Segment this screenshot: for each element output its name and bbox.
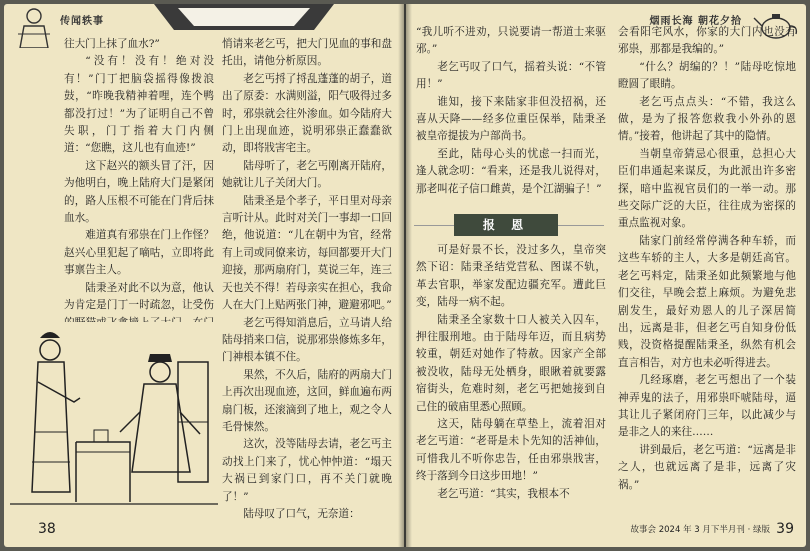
paragraph: 这天，陆母躺在草垫上，流着泪对老乞丐道：“老哥是未卜先知的活神仙，可惜我儿不听你忠告，任由邪祟戕害，终于落到今日这步田地！” [416, 418, 606, 483]
paragraph: 几经琢磨，老乞丐想出了一个装神弄鬼的法子，用邪祟吓唬陆母，逼其让儿子紧闭府门三年，以此减少与是非之人的来往…… [618, 374, 796, 439]
right-column-2 [618, 24, 796, 494]
paragraph: 老乞丐点点头：“不错，我这么做，是为了报答您救我小外孙的恩情。”接着，他讲起了其中的隐情。 [618, 95, 796, 143]
paragraph: 会看阳宅风水，你家的大门内也没有邪祟，那都是我编的。” [618, 26, 796, 56]
paragraph: 老乞丐道：“其实，我根本不 [437, 487, 570, 500]
section-heading: 报 恩 [454, 214, 558, 236]
section-title: 烟雨长海 朝花夕拾 [649, 16, 742, 27]
paragraph: 悄请来老乞丐，把大门见血的事和盘托出，请他分析原因。 [222, 38, 392, 68]
paragraph: 至此，陆母心头的忧虑一扫而光，逢人就念叨：“看来，还是我儿说得对，那老叫花子信口雌黄，是个江湖骗子！” [416, 147, 606, 195]
paragraph: 陆秉圣是个孝子，平日里对母亲言听计从。此时对关门一事却一口回绝，他说道：“儿在朝中为官，经常有上司或同僚来访，每回都要开大门迎接，那两扇府门，莫说三年，连三天也关不得！若母亲实在担心，我命人在大门上贴两张门神，避避邪吧。” [222, 194, 392, 312]
paragraph: “没有！没有！绝对没有！”门丁把脑袋摇得像拨浪鼓，“昨晚我精神着哩，连个鸭都没打过！”为了证明自己不曾失职，门丁指着大门内侧道：“您瞧，这儿也有血迹!” [64, 55, 214, 155]
paragraph: 当朝皇帝猜忌心很重，总担心大臣们串通起来谋反，为此派出许多密探，暗中监视官员们的一举一动。那些交际广泛的大臣，往往成为密探的重点监视对象。 [618, 147, 796, 230]
right-page [406, 4, 806, 547]
paragraph: 讲到最后，老乞丐道：“远离是非之人，也就远离了是非，远离了灾祸。” [618, 443, 796, 491]
right-column-1b [416, 242, 606, 503]
footer-publication-info: 故事会 2024 年 3 月下半月刊 · 绿版 [630, 525, 770, 535]
left-page [4, 4, 404, 547]
paragraph: 难道真有邪祟在门上作怪？赵兴心里犯起了嘀咕，立即将此事禀告主人。 [64, 229, 214, 277]
section-title: 传闻轶事 [60, 16, 104, 27]
paragraph: 往大门上抹了血水?” [64, 38, 160, 50]
paragraph: 老乞丐得知消息后，立马请人给陆母捎来口信，说那邪祟修炼多年，门神根本镇不住。 [222, 316, 392, 364]
paragraph: “什么？胡编的？！”陆母吃惊地瞪圆了眼睛。 [618, 60, 796, 91]
book-gutter [398, 4, 412, 547]
paragraph: 谁知，接下来陆家非但没招祸，还喜从天降——经多位重臣保举，陆秉圣被皇帝提拔为户部尚书。 [416, 95, 606, 143]
paragraph: 陆秉圣对此不以为意，他认为肯定是门丁一时疏忽，让受伤 [64, 281, 214, 312]
header-banner-shape [154, 4, 334, 34]
paragraph: 可是好景不长，没过多久，皇帝突然下诏：陆秉圣结党营私、图谋不轨，革去官职，举家发配边疆充军。遭此巨变，陆母一病不起。 [416, 244, 606, 309]
paragraph: 陆秉圣全家数十口人被关入囚车，押往服刑地。由于陆母年迈，而且病势较重，朝廷对她作了特赦。因家产全部被没收，陆母无处栖身，眼瞅着就要露宿街头，危难时刻，老乞丐把她接到自己住的破庙里悉心照顾。 [416, 313, 606, 413]
story-illustration [10, 322, 218, 512]
paragraph: 陆家门前经常停满各种车轿，而这些车轿的主人，大多是朝廷高官。老乞丐料定，陆秉圣如此频繁地与他们交往，早晚会惹上麻烦。为避免悲剧发生，最好劝恩人的儿子深居简出，远离是非，但老乞丐自知身份低贱，没资格提醒陆秉圣，纵然有机会直言相告，对方也未必听得进去。 [618, 234, 796, 369]
paragraph: 这次，没等陆母去请，老乞丐主动找上门来了，忧心忡忡道：“塌天大祸已到家门口，再不关门就晚了！” [222, 438, 392, 503]
paragraph: 陆母叹了口气，无奈道： [243, 507, 360, 520]
page-number: 38 [38, 521, 56, 537]
paragraph: 老乞丐捋了捋乱蓬蓬的胡子，道出了原委：水满则溢，阳气吸得过多时，邪祟就会往外渗血。如今陆府大门上出现血迹，说明邪祟正蠢蠢欲动，即将戕害宅主。 [222, 72, 392, 155]
paragraph: 老乞丐叹了口气，摇着头说：“不管用！” [416, 60, 606, 91]
paragraph: 果然，不久后，陆府的两扇大门上再次出现血迹，这回，鲜血遍布两扇门板，还滚滴到了地上，观之令人毛骨悚然。 [222, 368, 392, 433]
right-column-1 [416, 24, 606, 198]
header-figure-icon [10, 4, 58, 48]
page-number: 39 [776, 521, 794, 537]
paragraph: 陆母听了，老乞丐刚离开陆府，她就让儿子关闭大门。 [222, 159, 392, 190]
left-column-2 [222, 36, 392, 523]
paragraph: “我儿听不进劝，只说要请一帮道士来驱邪。” [416, 26, 606, 56]
paragraph: 这下赵兴的额头冒了汗，因为他明白，晚上陆府大门是紧闭的，路人压根不可能在门背后抹血水。 [64, 159, 214, 225]
